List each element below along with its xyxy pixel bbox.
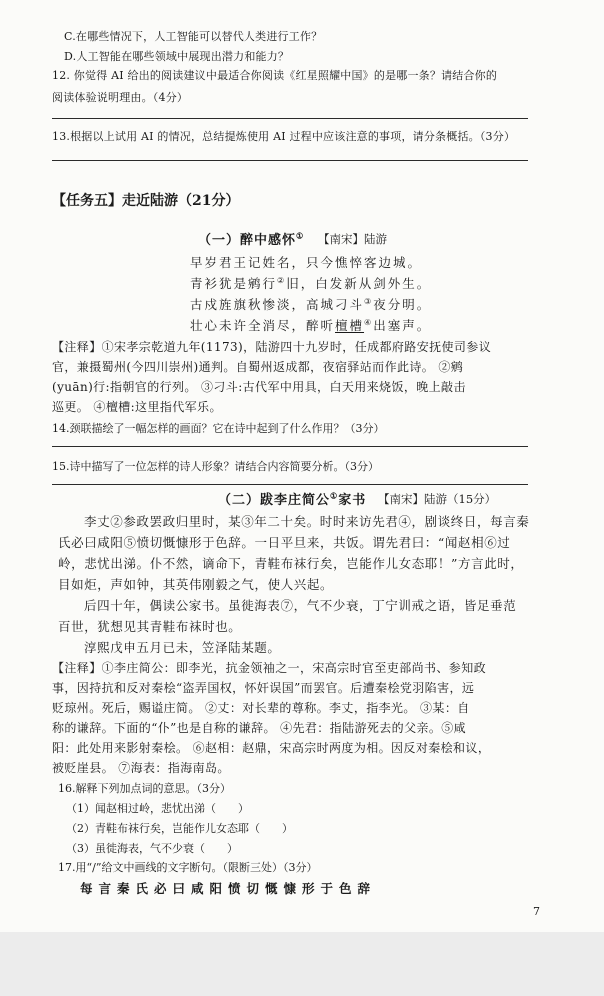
option-d: D.人工智能在哪些领域中展现出潜力和能力？ (64, 50, 290, 63)
poem-author: 【南宋】陆游 (318, 232, 387, 246)
annotation-line: 【注释】①宋孝宗乾道九年(1173)，陆游四十九岁时，任成都府路安抚使司参议 (52, 340, 492, 354)
question-15: 15.诗中描写了一位怎样的诗人形象？请结合内容简要分析。（3分） (52, 460, 379, 473)
annotation-line: (yuān)行:指朝官的行列。 ③刁斗:古代军中用具，白天用来烧饭，晚上敲击 (52, 380, 466, 394)
annotation-line: 官，兼摄蜀州(今四川崇州)通判。自蜀州返成都，夜宿驿站而作此诗。 ②鹓 (52, 360, 464, 374)
question-16-item: （1）闻赵相过岭，悲忧出涕（ ） (66, 802, 249, 815)
annotation-line: 【注释】①李庄简公：即李光，抗金领袖之一，宋高宗时官至吏部尚书、参知政 (52, 661, 487, 675)
question-16-item: （2）青鞋布袜行矣，岂能作儿女态耶（ ） (66, 822, 293, 835)
prose-source: 【南宋】陆游（15分） (378, 492, 497, 506)
prose-line: 氏必曰咸阳⑤愤切慨慷形于色辞。一日平旦来，共饭。谓先君曰：“闻赵相⑥过 (58, 535, 511, 550)
answer-line (52, 484, 528, 485)
poem-line: 古戍旌旗秋惨淡，高城刁斗③夜分明。 (190, 296, 432, 312)
question-13: 13.根据以上试用 AI 的情况，总结提炼使用 AI 过程中应该注意的事项，请分条概括。（3分） (52, 130, 516, 143)
poem-line: 青衫犹是鹓行②旧，白发新从剑外生。 (190, 275, 432, 291)
question-16: 16.解释下列加点词的意思。（3分） (58, 782, 231, 795)
page-margin (0, 932, 604, 996)
page-number: 7 (533, 905, 540, 918)
prose-line: 目如炬，声如钟，其英伟刚毅之气，使人兴起。 (58, 577, 334, 592)
prose-line: 岭，悲忧出涕。仆不然，谪命下，青鞋布袜行矣，岂能作儿女态耶！”方言此时， (58, 556, 524, 571)
poem-line: 壮心未许全消尽，醉听檀槽④出塞声。 (190, 317, 432, 333)
prose-line: 后四十年，偶读公家书。虽徙海表⑦，气不少衰，丁宁训戒之语，皆足垂范 (84, 598, 517, 613)
annotation-line: 被贬崖县。 ⑦海表：指海南岛。 (52, 761, 230, 775)
annotation-line: 事，因持抗和反对秦桧“盗弄国权，怀奸误国”而罢官。后遭秦桧党羽陷害，远 (52, 681, 475, 695)
answer-line (52, 118, 528, 119)
annotation-line: 称的谦辞。下面的“仆”也是自称的谦辞。 ④先君：指陆游死去的父亲。⑤咸 (52, 721, 467, 735)
question-12-line2: 阅读体验说明理由。（4分） (52, 91, 189, 104)
prose-line: 李丈②参政罢政归里时，某③年二十矣。时时来访先君④，剧谈终日，每言秦 (84, 514, 530, 529)
annotation-line: 巡更。 ④檀槽:这里指代军乐。 (52, 400, 222, 414)
prose-line: 百世，犹想见其青鞋布袜时也。 (58, 619, 242, 634)
prose-title: （二）跋李庄简公①家书 (218, 490, 367, 508)
answer-line (52, 446, 528, 447)
annotation-line: 阳：此处用来影射秦桧。 ⑥赵相：赵鼎，宋高宗时两度为相。因反对秦桧和议， (52, 741, 491, 755)
question-17: 17.用“/”给文中画线的文字断句。（限断三处）（3分） (58, 861, 318, 874)
question-14: 14.颈联描绘了一幅怎样的画面？它在诗中起到了什么作用？（3分） (52, 422, 385, 435)
poem-line: 早岁君王记姓名，只今憔悴客边城。 (190, 255, 423, 270)
question-12-line1: 12. 你觉得 AI 给出的阅读建议中最适合你阅读《红星照耀中国》的是哪一条？请结合你的 (52, 69, 498, 82)
poem-title: （一）醉中感怀① (198, 230, 305, 248)
option-c: C.在哪些情况下，人工智能可以替代人类进行工作？ (64, 30, 323, 43)
sentence-to-punctuate: 每言秦氏必曰咸阳愤切慨慷形于色辞 (80, 881, 377, 896)
annotation-line: 贬琼州。死后，赐谥庄简。 ②丈：对长辈的尊称。李丈，指李光。 ③某：自 (52, 701, 470, 715)
answer-line (52, 160, 528, 161)
task5-heading: 【任务五】走近陆游（21分） (52, 193, 240, 209)
prose-line: 淳熙戊申五月已未，笠泽陆某题。 (84, 640, 281, 655)
question-16-item: （3）虽徙海表，气不少衰（ ） (66, 842, 238, 855)
